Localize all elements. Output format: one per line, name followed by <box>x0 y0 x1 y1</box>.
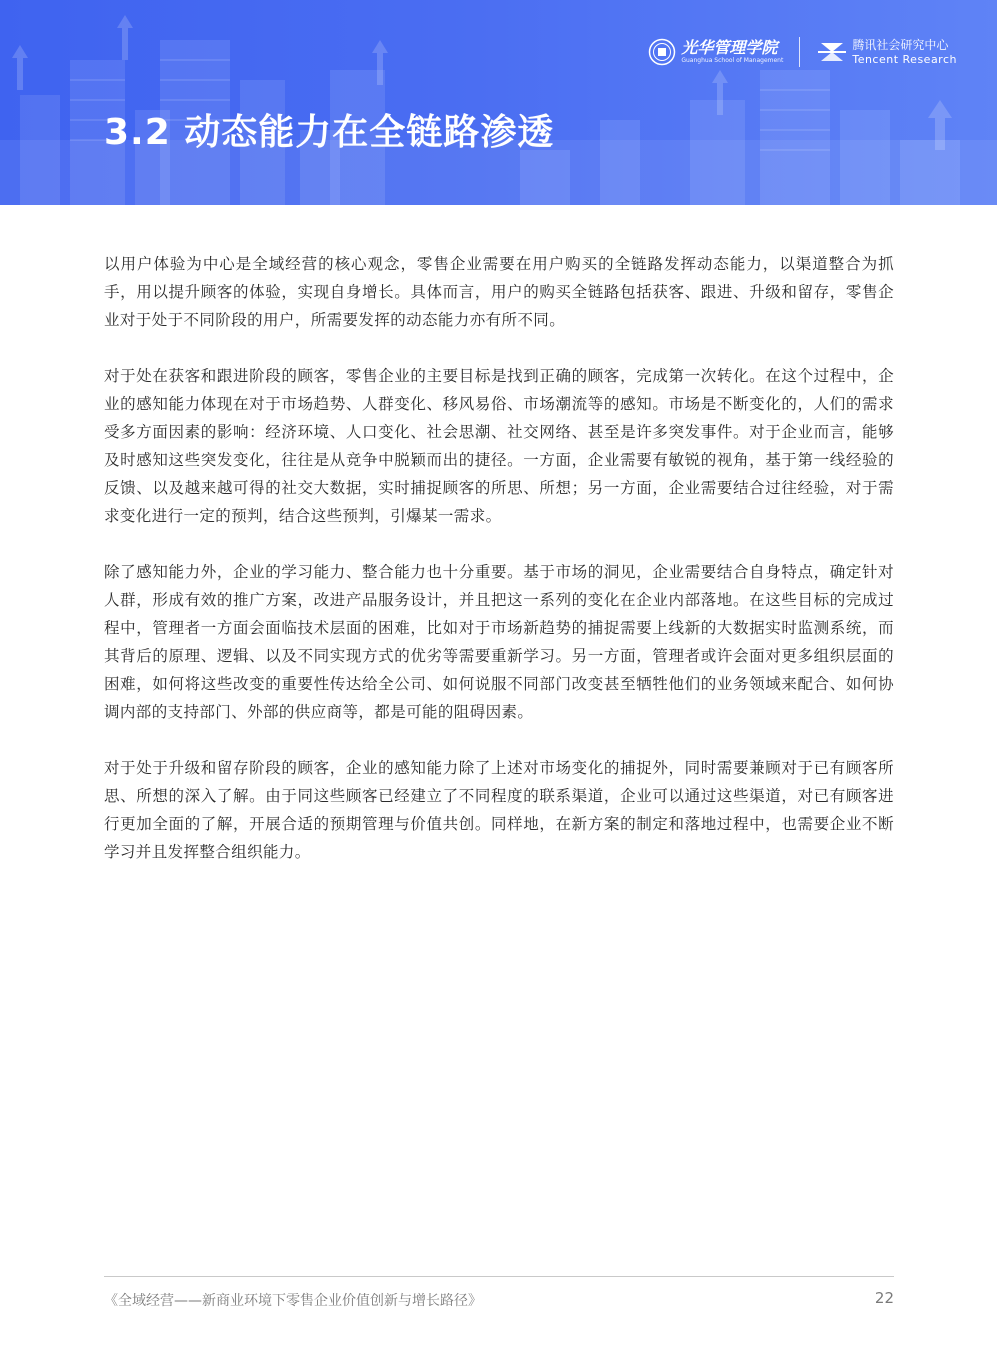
paragraph: 除了感知能力外，企业的学习能力、整合能力也十分重要。基于市场的洞见，企业需要结合自身特点，确定针对人群，形成有效的推广方案，改进产品服务设计，并且把这一系列的变化在企业内部落地。在这些目标的完成过程中，管理者一方面会面临技术层面的困难，比如对于市场新趋势的捕捉需要上线新的大数据实时监测系统，而其背后的原理、逻辑、以及不同实现方式的优劣等需要重新学习。另一方面，管理者或许会面对更多组织层面的困难，如何将这些改变的重要性传达给全公司、如何说服不同部门改变甚至牺牲他们的业务领域来配合、如何协调内部的支持部门、外部的供应商等，都是可能的阻碍因素。 <box>104 563 894 721</box>
footer-divider <box>104 1276 894 1277</box>
city-skyline-illustration <box>0 0 997 205</box>
tencent-research-icon <box>818 39 846 65</box>
guanghua-logo-cn: 光华管理学院 <box>681 38 778 57</box>
paragraph: 对于处在获客和跟进阶段的顾客，零售企业的主要目标是找到正确的顾客，完成第一次转化。在这个过程中，企业的感知能力体现在对于市场趋势、人群变化、移风易俗、市场潮流等的感知。市场是不断变化的，人们的需求受多方面因素的影响：经济环境、人口变化、社会思潮、社交网络、甚至是许多突发事件。对于企业而言，能够及时感知这些突发变化，往往是从竞争中脱颖而出的捷径。一方面，企业需要有敏锐的视角，基于第一线经验的反馈、以及越来越可得的社交大数据，实时捕捉顾客的所思、所想；另一方面，企业需要结合过往经验，对于需求变化进行一定的预判，结合这些预判，引爆某一需求。 <box>104 367 894 525</box>
partner-logos <box>648 36 957 68</box>
header-banner <box>0 0 997 205</box>
paragraph: 以用户体验为中心是全域经营的核心观念，零售企业需要在用户购买的全链路发挥动态能力，以渠道整合为抓手，用以提升顾客的体验，实现自身增长。具体而言，用户的购买全链路包括获客、跟进、升级和留存，零售企业对于处于不同阶段的用户，所需要发挥的动态能力亦有所不同。 <box>104 255 894 329</box>
paragraph: 对于处于升级和留存阶段的顾客，企业的感知能力除了上述对市场变化的捕捉外，同时需要兼顾对于已有顾客所思、所想的深入了解。由于同这些顾客已经建立了不同程度的联系渠道，企业可以通过这些渠道，对已有顾客进行更加全面的了解，开展合适的预期管理与价值共创。同样地，在新方案的制定和落地过程中，也需要企业不断学习并且发挥整合组织能力。 <box>104 759 894 861</box>
logo-divider <box>799 37 800 67</box>
guanghua-logo-en: Guanghua School of Management <box>681 57 784 64</box>
footer-book-title: 《全域经营——新商业环境下零售企业价值创新与增长路径》 <box>104 1293 482 1309</box>
section-title: 3.2 动态能力在全链路渗透 <box>104 112 555 153</box>
tencent-research-logo <box>818 38 957 66</box>
guanghua-logo <box>648 38 783 66</box>
body-text <box>104 250 894 894</box>
page-number: 22 <box>874 1289 894 1307</box>
pku-seal-icon <box>648 38 676 66</box>
tencent-logo-cn: 腾讯社会研究中心 <box>852 38 949 52</box>
tencent-logo-en: Tencent Research <box>852 53 957 66</box>
